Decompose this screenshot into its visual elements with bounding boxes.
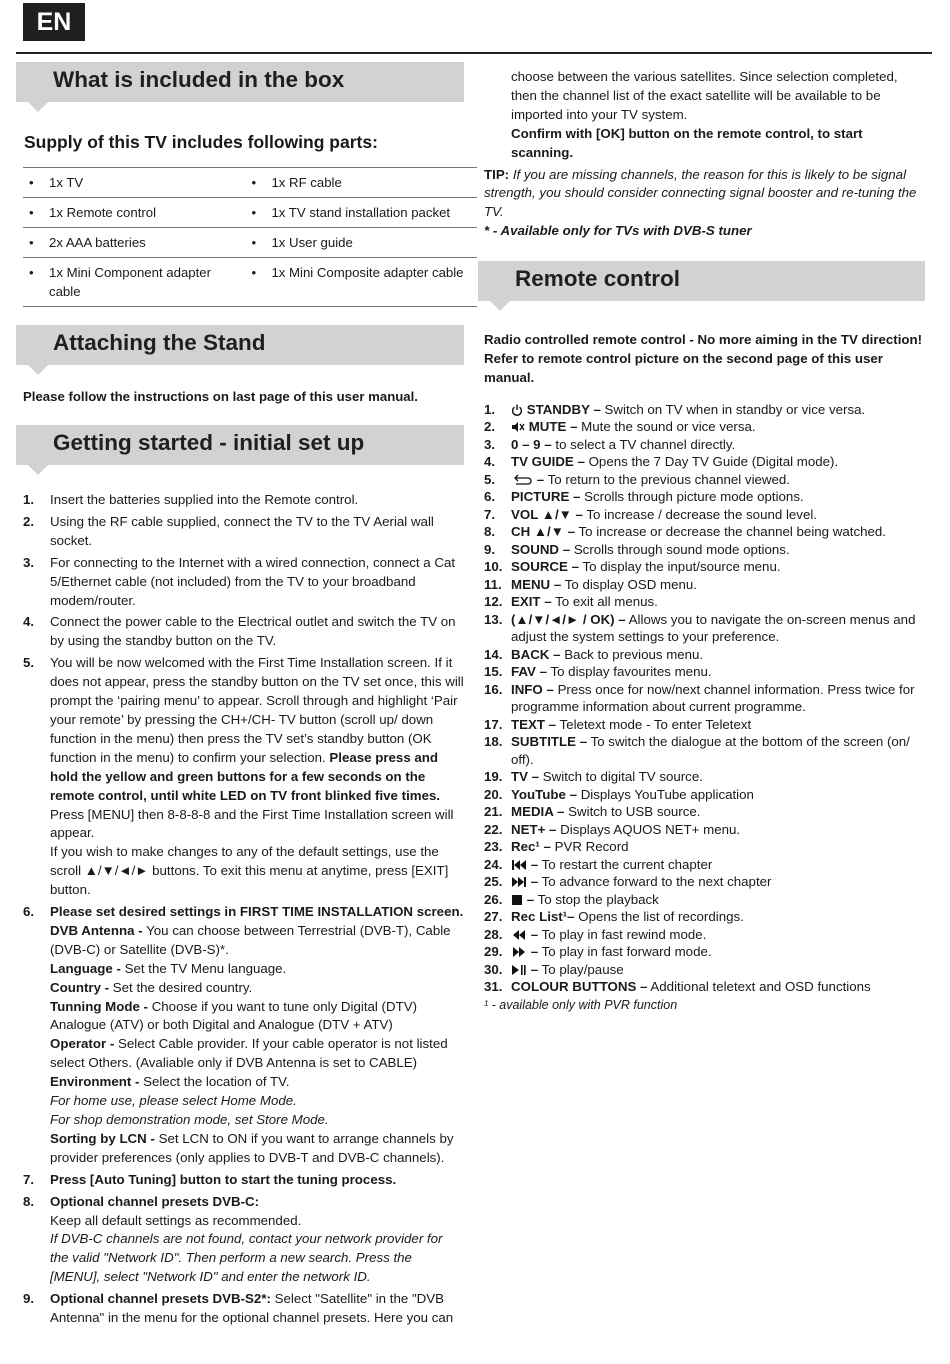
parts-cell: • 1x RF cable <box>245 168 477 198</box>
remote-item-number: 19. <box>484 769 503 785</box>
remote-item-key: MENU – <box>511 576 562 592</box>
remote-item <box>478 681 925 716</box>
remote-item-key: – <box>530 944 539 960</box>
remote-item-number: 29. <box>484 944 503 960</box>
parts-cell: • 1x Remote control <box>23 198 245 228</box>
remote-item-number: 26. <box>484 891 503 907</box>
remote-item-number: 8. <box>484 524 496 540</box>
remote-item <box>478 436 925 454</box>
remote-item-key: SUBTITLE – <box>511 734 588 750</box>
prev-chapter-icon <box>511 857 527 872</box>
parts-cell: • 2x AAA batteries <box>23 228 245 258</box>
parts-cell: • 1x TV stand installation packet <box>245 198 477 228</box>
remote-item-text: Back to previous menu. <box>564 646 704 662</box>
remote-item-number: 17. <box>484 716 503 732</box>
remote-item <box>478 908 925 926</box>
remote-item-key: INFO – <box>511 681 554 697</box>
remote-item-number: 4. <box>484 454 496 470</box>
remote-item-text: Press once for now/next channel information. Press twice for programme information about current programme. <box>511 681 915 715</box>
remote-item-text: To exit all menus. <box>555 594 658 610</box>
remote-item <box>478 856 925 874</box>
box-section-title: What is included in the box <box>53 67 345 92</box>
header-rule <box>16 52 932 54</box>
parts-table <box>23 167 477 307</box>
part-item: 1x Mini Component adapter cable <box>49 265 212 299</box>
remote-item-key: YouTube – <box>511 786 577 802</box>
remote-item <box>478 943 925 961</box>
remote-item-key: PICTURE – <box>511 489 581 505</box>
remote-item-key: VOL ▲/▼ – <box>511 506 583 522</box>
remote-section-banner <box>478 261 925 301</box>
remote-item-number: 13. <box>484 611 503 627</box>
parts-cell: • 1x Mini Composite adapter cable <box>245 258 477 307</box>
remote-item-key: TV – <box>511 769 540 785</box>
step-9: 9. Optional channel presets DVB-S2*: Select "Satellite" in the "DVB Antenna" in the menu for the optional channel presets. Here you can <box>23 1291 454 1326</box>
play-pause-icon <box>511 962 527 977</box>
remote-item <box>478 786 925 804</box>
remote-item <box>478 418 925 436</box>
left-column <box>16 62 464 1331</box>
remote-item-number: 22. <box>484 821 503 837</box>
remote-item-text: Scrolls through picture mode options. <box>584 489 804 505</box>
part-item: 1x User guide <box>271 235 353 250</box>
remote-item-number: 25. <box>484 874 503 890</box>
language-badge: EN <box>23 3 85 41</box>
fast-forward-icon <box>511 944 527 959</box>
rewind-icon <box>511 927 527 942</box>
remote-item-number: 15. <box>484 664 503 680</box>
part-item: 1x TV stand installation packet <box>271 205 451 220</box>
next-chapter-icon <box>511 874 527 889</box>
remote-item-key: BACK – <box>511 646 561 662</box>
remote-item-text: Opens the list of recordings. <box>578 909 744 925</box>
remote-item-key: – <box>530 856 539 872</box>
step-9-continued: choose between the various satellites. Since selection completed, then the channel list of the exact satellite will be available to be imported into your TV system. <box>511 69 898 122</box>
remote-item <box>478 768 925 786</box>
remote-item <box>478 733 925 768</box>
remote-item-key: MEDIA – <box>511 804 565 820</box>
box-section-banner <box>16 62 464 102</box>
parts-row <box>23 168 477 198</box>
remote-item-key: TEXT – <box>511 716 557 732</box>
remote-item-number: 7. <box>484 506 496 522</box>
stand-section-banner <box>16 325 464 365</box>
step-7: 7. Press [Auto Tuning] button to start the tuning process. <box>23 1171 397 1187</box>
remote-item-text: Opens the 7 Day TV Guide (Digital mode). <box>588 454 839 470</box>
remote-item-key: FAV – <box>511 664 547 680</box>
part-item: 2x AAA batteries <box>49 235 146 250</box>
remote-buttons <box>478 401 925 996</box>
remote-item <box>478 821 925 839</box>
remote-item-number: 28. <box>484 926 503 942</box>
parts-row <box>23 258 477 307</box>
remote-item-key: MUTE – <box>528 419 578 435</box>
remote-item-key: Rec¹ – <box>511 839 551 855</box>
remote-section-title: Remote control <box>515 266 681 292</box>
remote-item <box>478 926 925 944</box>
remote-item <box>478 593 925 611</box>
remote-item-text: To play/pause <box>541 961 624 977</box>
remote-item-number: 16. <box>484 681 503 697</box>
remote-item-number: 2. <box>484 419 496 435</box>
remote-item <box>478 611 925 646</box>
step-6: 6. Please set desired settings in FIRST TIME INSTALLATION screen. DVB Antenna - You can choose between Terrestrial (DVB-T), Cable (DVB-C) or Satellite (DVB-S)*. Language - Set the TV Menu language. Country - Set the desired country. Tunning Mode - Choose if you want to tune only Digital (DTV) Analogue (ATV) or both Digital and Analogue (DTV + ATV) Operator - Select Cable provider. If your cable operator is not listed select Others. (Avaliable only if DVB Antenna is set to CABLE) Environment - Select the location of TV. For home use, please select Home Mode. For shop demonstration mode, set Store Mode. Sorting by LCN - Set LCN to ON if you want to arrange channels by provider preferences (only applies to DVB-T and DVB-C channels). <box>23 904 464 1165</box>
remote-item <box>478 471 925 489</box>
right-column <box>478 68 925 1015</box>
remote-item-text: to select a TV channel directly. <box>555 436 736 452</box>
remote-item-text: To increase or decrease the channel being watched. <box>578 524 886 540</box>
power-icon <box>511 402 523 417</box>
remote-item-key: – <box>530 926 539 942</box>
remote-item-key: – <box>536 471 545 487</box>
remote-item-number: 23. <box>484 839 503 855</box>
setup-section-banner <box>16 425 464 465</box>
part-item: 1x RF cable <box>271 175 342 190</box>
remote-item-text: Switch on TV when in standby or vice versa. <box>604 401 866 417</box>
parts-cell: • 1x TV <box>23 168 245 198</box>
mute-icon <box>511 419 525 434</box>
remote-item-number: 6. <box>484 489 496 505</box>
remote-intro: Radio controlled remote control - No more aiming in the TV direction! Refer to remote control picture on the second page of this user manual. <box>484 332 923 385</box>
remote-item-text: Switch to USB source. <box>568 804 701 820</box>
remote-item-number: 24. <box>484 856 503 872</box>
remote-item-text: To return to the previous channel viewed. <box>547 471 791 487</box>
pvr-footnote: ¹ - available only with PVR function <box>484 997 678 1012</box>
parts-row <box>23 198 477 228</box>
remote-item-text: To restart the current chapter <box>541 856 713 872</box>
remote-item-key: SOUND – <box>511 541 571 557</box>
part-item: 1x Mini Composite adapter cable <box>271 265 464 280</box>
remote-item <box>478 891 925 909</box>
remote-item <box>478 506 925 524</box>
remote-item <box>478 401 925 419</box>
remote-item <box>478 523 925 541</box>
part-item: 1x TV <box>49 175 84 190</box>
remote-item-number: 3. <box>484 436 496 452</box>
remote-item-text: Displays AQUOS NET+ menu. <box>560 821 741 837</box>
remote-item-key: TV GUIDE – <box>511 454 585 470</box>
stand-note: Please follow the instructions on last page of this user manual. <box>23 389 418 404</box>
remote-item <box>478 663 925 681</box>
remote-item-number: 10. <box>484 559 503 575</box>
step-5: 5. You will be now welcomed with the First Time Installation screen. If it does not appear, press the standby button on the TV set once, this will prompt the ‘pairing menu’ to appear. Scroll through and highlight ‘Pair your remote’ by pressing the CH+/CH- TV button (scroll up/ down function in the menu) then press the TV set’s standby button (OK function in the menu) to confirm your selection. Please press and hold the yellow and green buttons for a few seconds on the remote control, until white LED on TV front blinked five times. Press [MENU] then 8-8-8-8 and the First Time Installation screen will appear. If you wish to make changes to any of the default settings, use the scroll ▲/▼/◄/► buttons. To exit this menu at anytime, press [EXIT] button. <box>23 655 464 898</box>
parts-row <box>23 228 477 258</box>
remote-item-text: Displays YouTube application <box>580 786 754 802</box>
remote-item-text: To display favourites menu. <box>550 664 712 680</box>
remote-item-number: 18. <box>484 734 503 750</box>
remote-item-text: To display OSD menu. <box>564 576 698 592</box>
remote-item-text: Additional teletext and OSD functions <box>650 979 871 995</box>
remote-item-number: 5. <box>484 471 496 487</box>
remote-item-key: 0 – 9 – <box>511 436 552 452</box>
remote-item-key: – <box>526 891 535 907</box>
remote-item <box>478 716 925 734</box>
remote-item-text: To play in fast forward mode. <box>541 944 712 960</box>
stand-section-title: Attaching the Stand <box>53 330 266 355</box>
remote-item-text: Allows you to navigate the on-screen menus and adjust the system settings to your preference. <box>511 611 916 645</box>
remote-item-number: 20. <box>484 786 503 802</box>
remote-item-number: 30. <box>484 961 503 977</box>
remote-item <box>478 838 925 856</box>
step-3: 3. For connecting to the Internet with a wired connection, connect a Cat 5/Ethernet cable (not included) from the TV to your broadband modem/router. <box>23 554 456 608</box>
setup-section-title: Getting started - initial set up <box>53 430 365 455</box>
remote-item <box>478 961 925 979</box>
remote-item <box>478 488 925 506</box>
remote-item-key: COLOUR BUTTONS – <box>511 979 648 995</box>
remote-item-text: To switch the dialogue at the bottom of the screen (on/ off). <box>511 734 910 767</box>
remote-item-text: Mute the sound or vice versa. <box>581 419 756 435</box>
setup-steps <box>16 491 464 1328</box>
remote-item-key: – <box>530 961 539 977</box>
parts-cell: • 1x Mini Component adapter cable <box>23 258 245 307</box>
remote-item-number: 9. <box>484 541 496 557</box>
remote-item-text: To advance forward to the next chapter <box>541 874 772 890</box>
remote-item-key: CH ▲/▼ – <box>511 524 576 540</box>
remote-item-text: Scrolls through sound mode options. <box>573 541 790 557</box>
parts-cell: • 1x User guide <box>245 228 477 258</box>
remote-item-number: 21. <box>484 804 503 820</box>
part-item: 1x Remote control <box>49 205 157 220</box>
remote-item-number: 31. <box>484 979 503 995</box>
remote-item <box>478 978 925 996</box>
tip: TIP: If you are missing channels, the reason for this is likely to be signal strength, you should consider connecting signal booster and re-tuning the TV. <box>484 166 917 220</box>
step-2: 2. Using the RF cable supplied, connect the TV to the TV Aerial wall socket. <box>23 513 434 548</box>
remote-item-text: Switch to digital TV source. <box>542 769 703 785</box>
remote-item <box>478 558 925 576</box>
remote-item-key: Rec List¹– <box>511 909 575 925</box>
stop-icon <box>511 892 523 907</box>
remote-item-key: STANDBY – <box>526 401 601 417</box>
box-subtitle: Supply of this TV includes following parts: <box>24 132 378 152</box>
remote-item-text: Teletext mode - To enter Teletext <box>559 716 752 732</box>
step-1: 1. Insert the batteries supplied into the Remote control. <box>23 492 359 507</box>
step-8: 8. Optional channel presets DVB-C: Keep all default settings as recommended. If DVB-C channels are not found, contact your network provider for the valid "Network ID". Then perform a new search. Press the [MENU], select "Network ID" and enter the network ID. <box>23 1193 443 1285</box>
remote-item-key: NET+ – <box>511 821 557 837</box>
remote-item-text: To increase / decrease the sound level. <box>586 506 817 522</box>
remote-item <box>478 541 925 559</box>
remote-item-text: To stop the playback <box>537 891 659 907</box>
remote-item-number: 11. <box>484 576 502 592</box>
step-4: 4. Connect the power cable to the Electrical outlet and switch the TV on by using the standby button on the TV. <box>23 614 456 649</box>
remote-item <box>478 453 925 471</box>
remote-item-key: – <box>530 874 539 890</box>
confirm-note: Confirm with [OK] button on the remote control, to start scanning. <box>511 125 863 160</box>
remote-item-key: (▲/▼/◄/► / OK) – <box>511 611 626 627</box>
return-icon <box>511 472 533 487</box>
remote-item <box>478 873 925 891</box>
remote-item-text: To display the input/source menu. <box>582 559 781 575</box>
remote-item-text: PVR Record <box>554 839 629 855</box>
remote-item <box>478 576 925 594</box>
remote-item-number: 14. <box>484 646 503 662</box>
remote-item-number: 1. <box>484 401 496 417</box>
remote-item <box>478 803 925 821</box>
remote-item-text: To play in fast rewind mode. <box>541 926 707 942</box>
remote-item <box>478 646 925 664</box>
remote-item-key: SOURCE – <box>511 559 579 575</box>
dvbs-note: * - Available only for TVs with DVB-S tuner <box>484 223 752 239</box>
remote-item-number: 27. <box>484 909 503 925</box>
remote-item-number: 12. <box>484 594 503 610</box>
remote-item-key: EXIT – <box>511 594 552 610</box>
